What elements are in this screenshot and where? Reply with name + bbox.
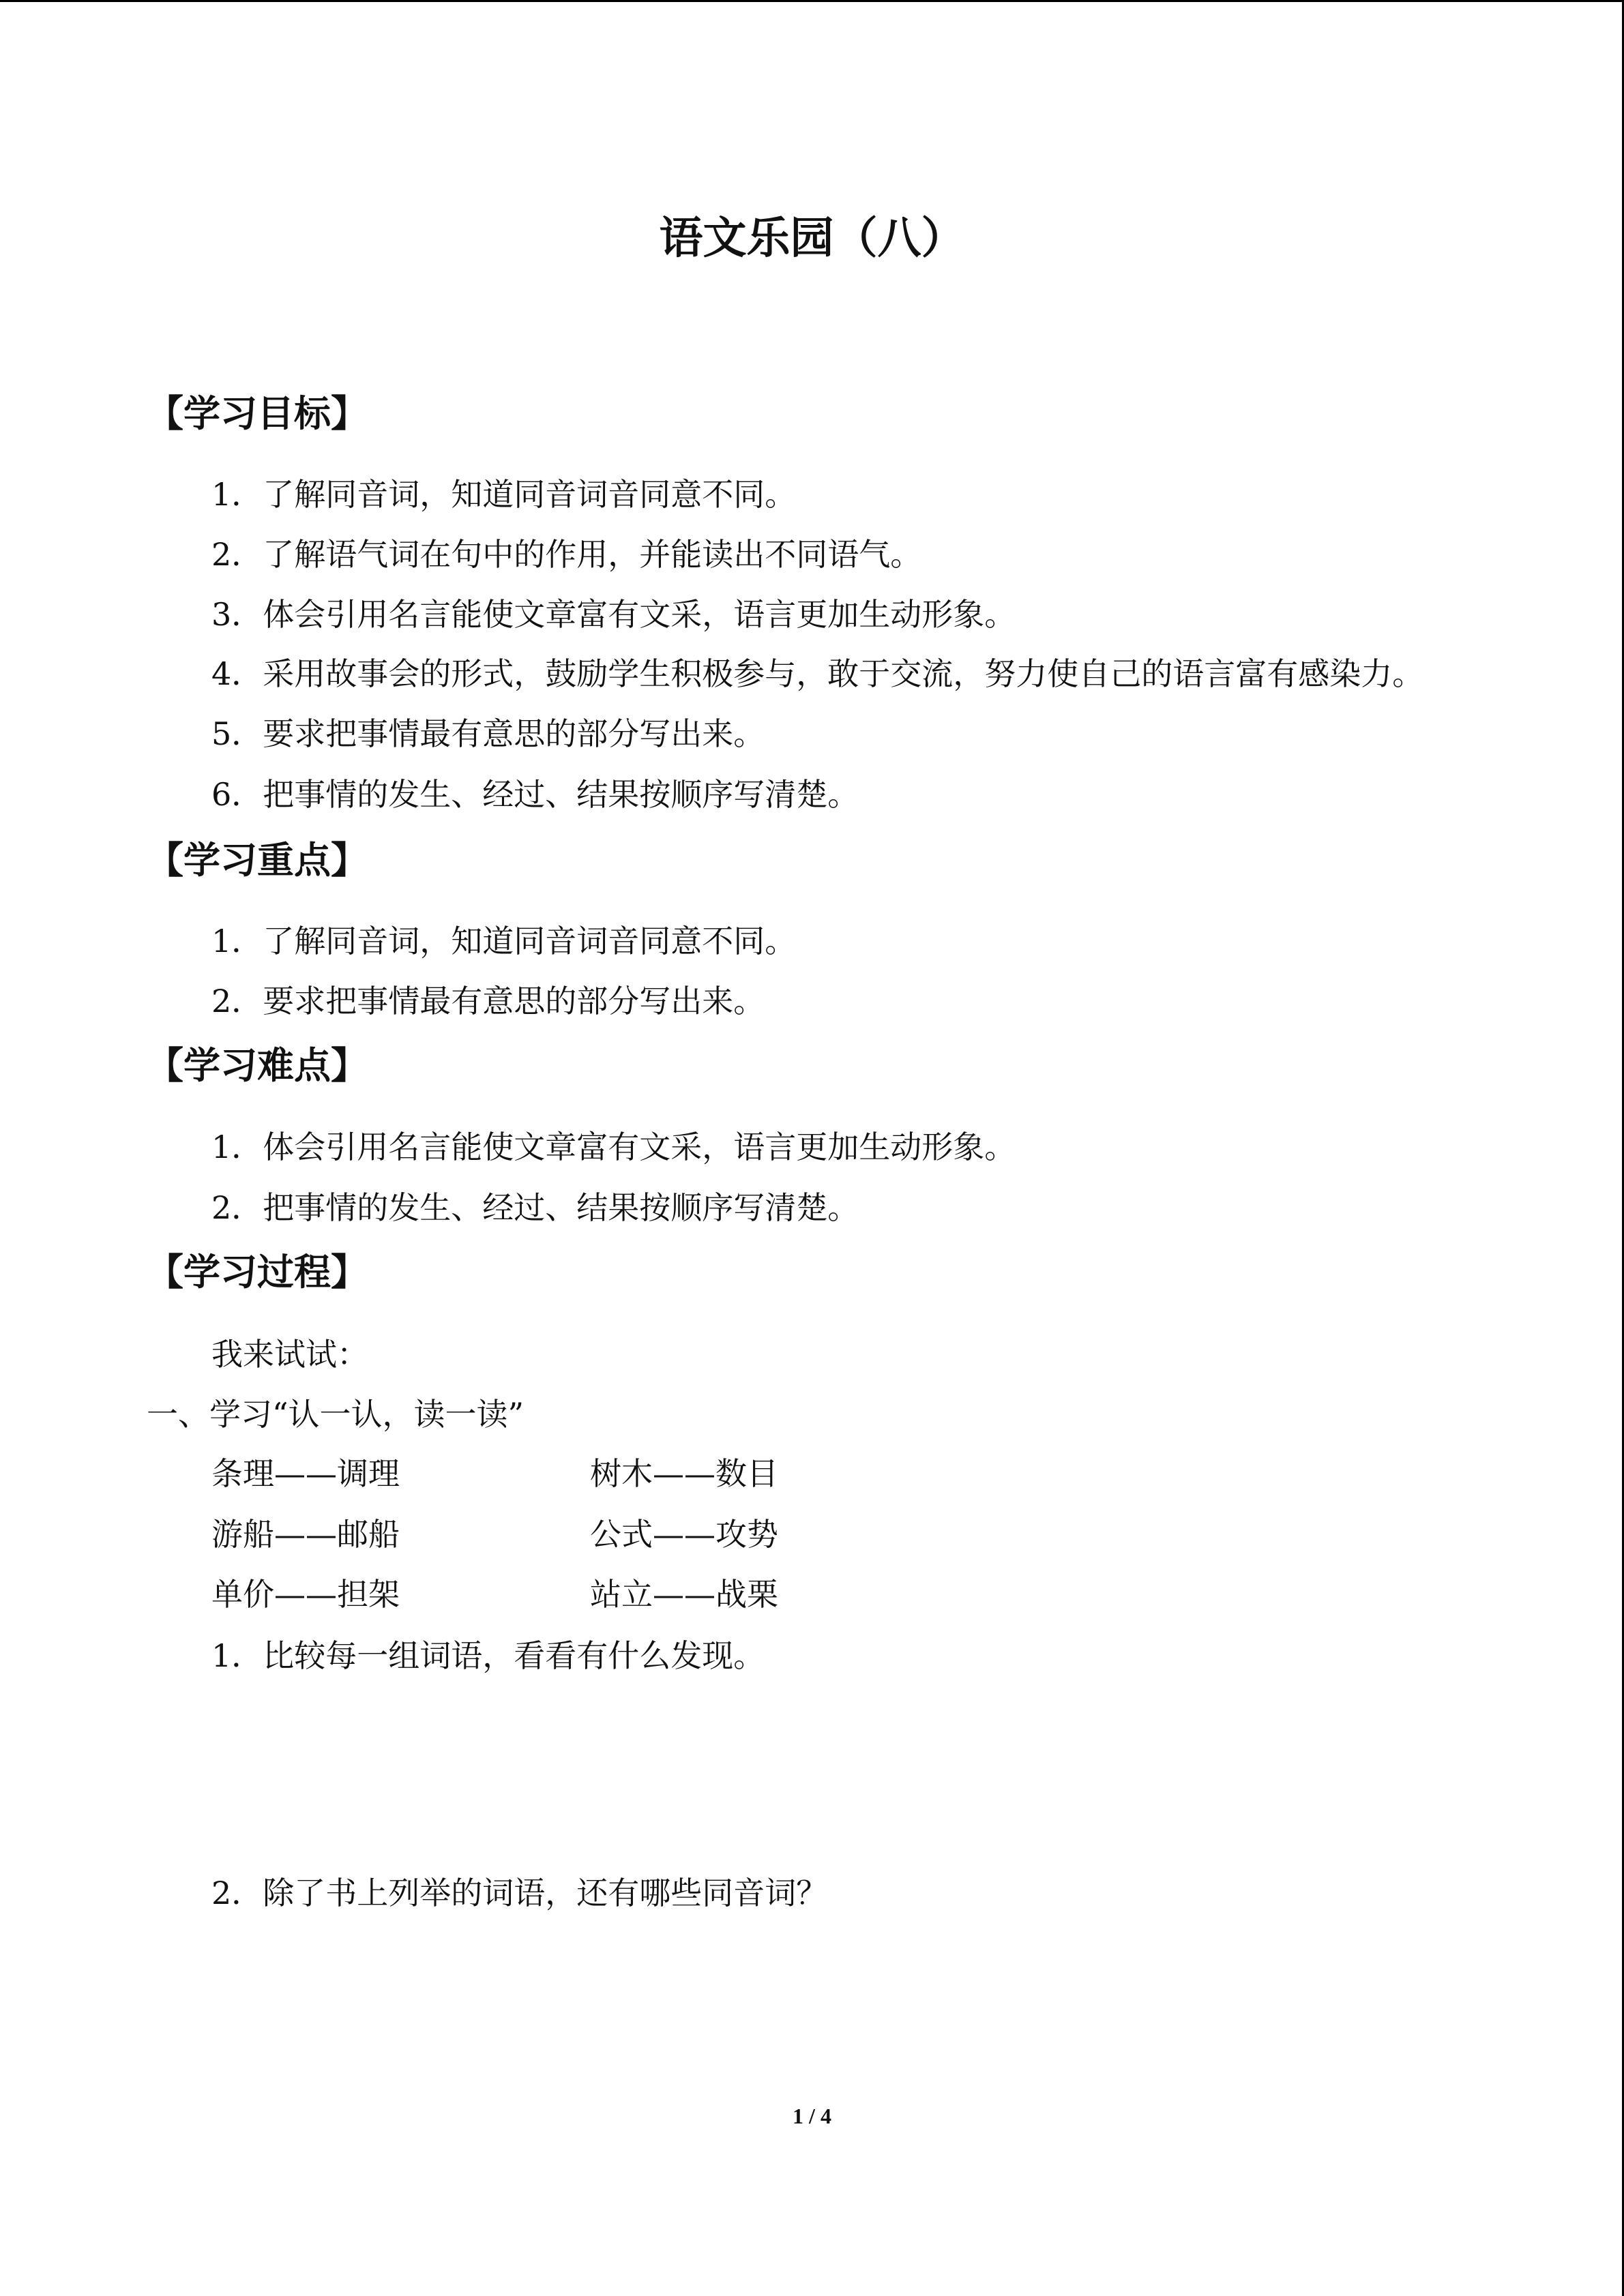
top-border-line <box>0 0 1624 2</box>
goal-item-2: 2．了解语气词在句中的作用，并能读出不同语气。 <box>211 536 922 573</box>
difficulty-item-2: 2．把事情的发生、经过、结果按顺序写清楚。 <box>211 1189 859 1226</box>
word-pair-2-left: 游船——邮船 <box>211 1516 400 1553</box>
focus-item-2: 2．要求把事情最有意思的部分写出来。 <box>211 983 765 1019</box>
heading-learning-goals: 【学习目标】 <box>147 392 368 435</box>
word-pair-3-right: 站立——战栗 <box>590 1576 778 1613</box>
difficulty-item-1: 1．体会引用名言能使文章富有文采，语言更加生动形象。 <box>211 1129 1016 1165</box>
word-pair-1-left: 条理——调理 <box>211 1455 400 1492</box>
heading-learning-process: 【学习过程】 <box>147 1251 368 1294</box>
goal-item-5: 5．要求把事情最有意思的部分写出来。 <box>211 715 765 752</box>
page-number: 1 / 4 <box>793 2104 831 2128</box>
heading-learning-difficulty: 【学习难点】 <box>147 1044 368 1087</box>
goal-item-4: 4．采用故事会的形式，鼓励学生积极参与，敢于交流，努力使自己的语言富有感染力。 <box>211 655 1424 692</box>
part1-title: 一、学习“认一认，读一读” <box>147 1396 525 1433</box>
focus-item-1: 1．了解同音词，知道同音词音同意不同。 <box>211 923 797 959</box>
heading-learning-focus: 【学习重点】 <box>147 839 368 882</box>
page-title: 语文乐园（八） <box>659 213 965 264</box>
word-pair-1-right: 树木——数目 <box>590 1455 778 1492</box>
question-2: 2．除了书上列举的词语，还有哪些同音词？ <box>211 1875 828 1911</box>
word-pair-3-left: 单价——担架 <box>211 1576 400 1613</box>
goal-item-1: 1．了解同音词，知道同音词音同意不同。 <box>211 476 797 513</box>
word-pair-2-right: 公式——攻势 <box>590 1516 778 1553</box>
goal-item-3: 3．体会引用名言能使文章富有文采，语言更加生动形象。 <box>211 596 1016 633</box>
process-intro: 我来试试： <box>211 1336 368 1373</box>
goal-item-6: 6．把事情的发生、经过、结果按顺序写清楚。 <box>211 776 859 813</box>
question-1: 1．比较每一组词语，看看有什么发现。 <box>211 1637 765 1674</box>
